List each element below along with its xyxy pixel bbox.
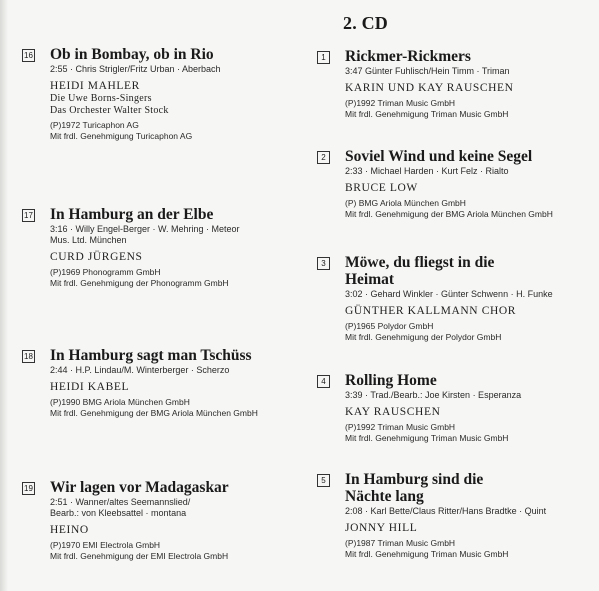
track-artist: HEIDI MAHLER (50, 80, 140, 92)
rights-line: Mit frdl. Genehmigung Turicaphon AG (50, 130, 193, 141)
track-number-box: 4 (317, 375, 330, 388)
track-artist: JONNY HILL (345, 522, 418, 534)
rights-line: (P) BMG Ariola München GmbH (345, 198, 466, 208)
track-credits: 3:47 Günter Fuhlisch/Hein Timm · Triman (345, 66, 510, 76)
title-line: Nächte lang (345, 488, 424, 505)
track-credits: 3:02 · Gehard Winkler · Günter Schwenn · H. Funke (345, 289, 553, 299)
track-artist: BRUCE LOW (345, 182, 418, 194)
track-artist: KAY RAUSCHEN (345, 406, 441, 418)
track-artist: HEINO (50, 524, 89, 536)
rights-line: Mit frdl. Genehmigung Triman Music GmbH (345, 432, 509, 443)
track-title: Rickmer-Rickmers (345, 48, 471, 65)
page-edge-shadow (0, 0, 8, 591)
track-artist-extra: Die Uwe Borns-Singers (50, 93, 152, 104)
rights-line: Mit frdl. Genehmigung Triman Music GmbH (345, 548, 509, 559)
rights-line: (P)1969 Phonogramm GmbH (50, 267, 161, 277)
track-title: Wir lagen vor Madagaskar (50, 479, 229, 496)
track-entry (317, 148, 587, 219)
rights-line: (P)1970 EMI Electrola GmbH (50, 540, 161, 550)
track-rights (50, 540, 292, 561)
track-artist: HEIDI KABEL (50, 381, 130, 393)
track-rights (345, 321, 587, 342)
track-artist: GÜNTHER KALLMANN CHOR (345, 305, 517, 317)
credits-line: Mus. Ltd. München (50, 235, 127, 245)
track-number-box: 1 (317, 51, 330, 64)
track-title (345, 254, 587, 288)
credits-line: 2:51 · Wanner/altes Seemannslied/ (50, 497, 191, 507)
track-title: Soviel Wind und keine Segel (345, 148, 533, 165)
rights-line: Mit frdl. Genehmigung der Phonogramm GmbH (50, 277, 229, 288)
title-line: Möwe, du fliegst in die (345, 254, 495, 271)
track-number-box: 18 (22, 350, 35, 363)
rights-line: Mit frdl. Genehmigung der Polydor GmbH (345, 331, 502, 342)
credits-line: 3:16 · Willy Engel-Berger · W. Mehring · Meteor (50, 224, 240, 234)
track-title: Rolling Home (345, 372, 437, 389)
track-credits (50, 497, 292, 519)
rights-line: (P)1965 Polydor GmbH (345, 321, 434, 331)
rights-line: Mit frdl. Genehmigung der BMG Ariola München GmbH (345, 208, 553, 219)
title-line: Heimat (345, 271, 395, 288)
track-credits: 2:08 · Karl Bette/Claus Ritter/Hans Bradtke · Quint (345, 506, 547, 516)
track-entry (317, 254, 587, 342)
track-number-box: 19 (22, 482, 35, 495)
track-artist-extra: Das Orchester Walter Stock (50, 105, 169, 116)
track-title: In Hamburg an der Elbe (50, 206, 214, 223)
track-title (345, 471, 587, 505)
track-rights (50, 397, 292, 418)
track-number-box: 3 (317, 257, 330, 270)
track-artist: CURD JÜRGENS (50, 251, 143, 263)
track-rights (345, 198, 587, 219)
rights-line: Mit frdl. Genehmigung der EMI Electrola GmbH (50, 550, 229, 561)
track-number-box: 16 (22, 49, 35, 62)
track-credits (50, 224, 292, 246)
track-entry (22, 206, 292, 288)
track-entry (22, 479, 292, 561)
track-credits: 2:33 · Michael Harden · Kurt Felz · Rialto (345, 166, 509, 176)
track-credits: 2:44 · H.P. Lindau/M. Winterberger · Scherzo (50, 365, 230, 375)
track-number-box: 17 (22, 209, 35, 222)
track-artist: KARIN UND KAY RAUSCHEN (345, 82, 514, 94)
track-entry (317, 48, 587, 119)
track-credits: 3:39 · Trad./Bearb.: Joe Kirsten · Esperanza (345, 390, 522, 400)
track-entry (317, 372, 587, 443)
rights-line: Mit frdl. Genehmigung Triman Music GmbH (345, 108, 509, 119)
track-entry (317, 471, 587, 559)
credits-line: Bearb.: von Kleebsattel · montana (50, 508, 187, 518)
track-rights (50, 267, 292, 288)
track-title: In Hamburg sagt man Tschüss (50, 347, 252, 364)
track-credits: 2:55 · Chris Strigler/Fritz Urban · Aberbach (50, 64, 221, 74)
cd-number-heading: 2. CD (343, 13, 388, 33)
track-title: Ob in Bombay, ob in Rio (50, 46, 214, 63)
rights-line: (P)1990 BMG Ariola München GmbH (50, 397, 190, 407)
track-rights (345, 98, 587, 119)
track-entry (22, 347, 292, 418)
rights-line: Mit frdl. Genehmigung der BMG Ariola München GmbH (50, 407, 258, 418)
track-rights (50, 120, 292, 141)
rights-line: (P)1992 Triman Music GmbH (345, 422, 456, 432)
track-rights (345, 538, 587, 559)
track-rights (345, 422, 587, 443)
track-number-box: 2 (317, 151, 330, 164)
track-entry (22, 46, 292, 141)
rights-line: (P)1992 Triman Music GmbH (345, 98, 456, 108)
title-line: In Hamburg sind die (345, 471, 484, 488)
rights-line: (P)1972 Turicaphon AG (50, 120, 139, 130)
track-number-box: 5 (317, 474, 330, 487)
rights-line: (P)1987 Triman Music GmbH (345, 538, 456, 548)
